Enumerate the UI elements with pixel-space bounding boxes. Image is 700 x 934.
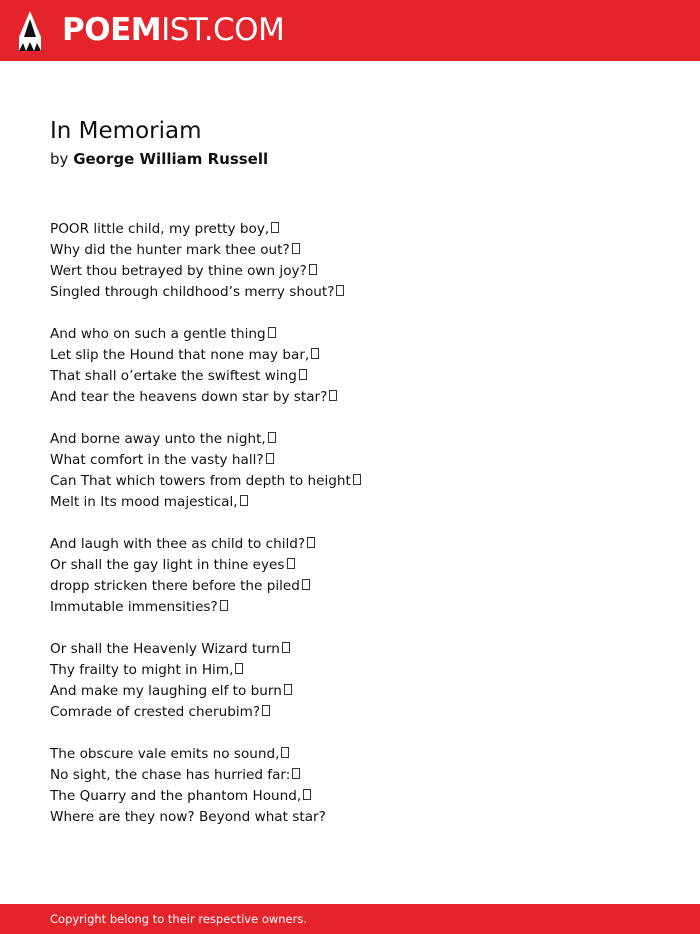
poem-line-text: And laugh with thee as child to child?: [50, 536, 306, 552]
poem-stanza: [50, 429, 670, 513]
poem-line: [50, 282, 670, 303]
line-break-glyph-icon: [353, 474, 361, 485]
line-break-glyph-icon: [281, 747, 289, 758]
poem-line: [50, 555, 670, 576]
poem-line: [50, 534, 670, 555]
line-break-glyph-icon: [329, 390, 337, 401]
poem-body: [50, 219, 670, 849]
poem-line-text: Singled through childhood’s merry shout?: [50, 284, 335, 300]
poem-line: [50, 807, 670, 828]
line-break-glyph-icon: [282, 642, 290, 653]
poem-line: [50, 681, 670, 702]
poem-line-text: Wert thou betrayed by thine own joy?: [50, 263, 307, 279]
line-break-glyph-icon: [271, 222, 279, 233]
poem-stanza: [50, 219, 670, 303]
poem-line-text: Or shall the Heavenly Wizard turn: [50, 641, 280, 657]
poem-line: [50, 492, 670, 513]
poem-line-text: That shall o’ertake the swiftest wing: [50, 368, 297, 384]
author-name: George William Russell: [73, 150, 269, 168]
site-logo[interactable]: [62, 12, 284, 48]
line-break-glyph-icon: [266, 453, 274, 464]
poem-line: [50, 576, 670, 597]
logo-light-text: IST.COM: [161, 12, 285, 48]
line-break-glyph-icon: [303, 789, 311, 800]
poem-line-text: The Quarry and the phantom Hound,: [50, 788, 302, 804]
poem-line-text: No sight, the chase has hurried far:: [50, 767, 291, 783]
poem-line-text: And tear the heavens down star by star?: [50, 389, 328, 405]
poem-line-text: And borne away unto the night,: [50, 431, 266, 447]
poem-line: [50, 450, 670, 471]
poem-line: [50, 219, 670, 240]
poem-line: [50, 786, 670, 807]
poem-stanza: [50, 534, 670, 618]
poem-line: [50, 324, 670, 345]
poem-line: [50, 744, 670, 765]
poem-line-text: dropp stricken there before the piled: [50, 578, 300, 594]
poem-line-text: The obscure vale emits no sound,: [50, 746, 280, 762]
poem-line-text: Where are they now? Beyond what star?: [50, 809, 326, 825]
logo-bold-text: POEM: [62, 12, 162, 48]
pen-nib-icon: [17, 10, 43, 52]
poem-line: [50, 702, 670, 723]
poem-line: [50, 597, 670, 618]
line-break-glyph-icon: [220, 600, 228, 611]
poem-line: [50, 240, 670, 261]
byline: [50, 149, 268, 169]
poem-line-text: Immutable immensities?: [50, 599, 218, 615]
poem-line: [50, 660, 670, 681]
poem-stanza: [50, 324, 670, 408]
line-break-glyph-icon: [292, 768, 300, 779]
copyright-text: Copyright belong to their respective owners.: [50, 912, 308, 926]
poem-line-text: Melt in Its mood majestical,: [50, 494, 238, 510]
poem-line-text: Why did the hunter mark thee out?: [50, 242, 290, 258]
line-break-glyph-icon: [292, 243, 300, 254]
line-break-glyph-icon: [268, 327, 276, 338]
poem-line-text: Or shall the gay light in thine eyes: [50, 557, 285, 573]
poem-line-text: POOR little child, my pretty boy,: [50, 221, 270, 237]
line-break-glyph-icon: [235, 663, 243, 674]
site-header: [0, 0, 700, 61]
line-break-glyph-icon: [307, 537, 315, 548]
poem-stanza: [50, 744, 670, 828]
line-break-glyph-icon: [268, 432, 276, 443]
poem-stanza: [50, 639, 670, 723]
site-footer: [0, 904, 700, 934]
poem-line: [50, 429, 670, 450]
poem-line-text: Thy frailty to might in Him,: [50, 662, 234, 678]
line-break-glyph-icon: [240, 495, 248, 506]
poem-line: [50, 387, 670, 408]
poem-line-text: Comrade of crested cherubim?: [50, 704, 261, 720]
line-break-glyph-icon: [299, 369, 307, 380]
line-break-glyph-icon: [302, 579, 310, 590]
poem-line: [50, 261, 670, 282]
line-break-glyph-icon: [311, 348, 319, 359]
poem-line: [50, 345, 670, 366]
line-break-glyph-icon: [284, 684, 292, 695]
line-break-glyph-icon: [309, 264, 317, 275]
poem-line-text: Let slip the Hound that none may bar,: [50, 347, 310, 363]
poem-line: [50, 765, 670, 786]
line-break-glyph-icon: [287, 558, 295, 569]
poem-line: [50, 639, 670, 660]
poem-line-text: And who on such a gentle thing: [50, 326, 266, 342]
poem-line: [50, 471, 670, 492]
line-break-glyph-icon: [262, 705, 270, 716]
poem-line-text: Can That which towers from depth to height: [50, 473, 351, 489]
by-label: by: [50, 150, 69, 168]
line-break-glyph-icon: [336, 285, 344, 296]
poem-line-text: What comfort in the vasty hall?: [50, 452, 264, 468]
poem-title: In Memoriam: [50, 118, 202, 144]
poem-line-text: And make my laughing elf to burn: [50, 683, 282, 699]
poem-line: [50, 366, 670, 387]
